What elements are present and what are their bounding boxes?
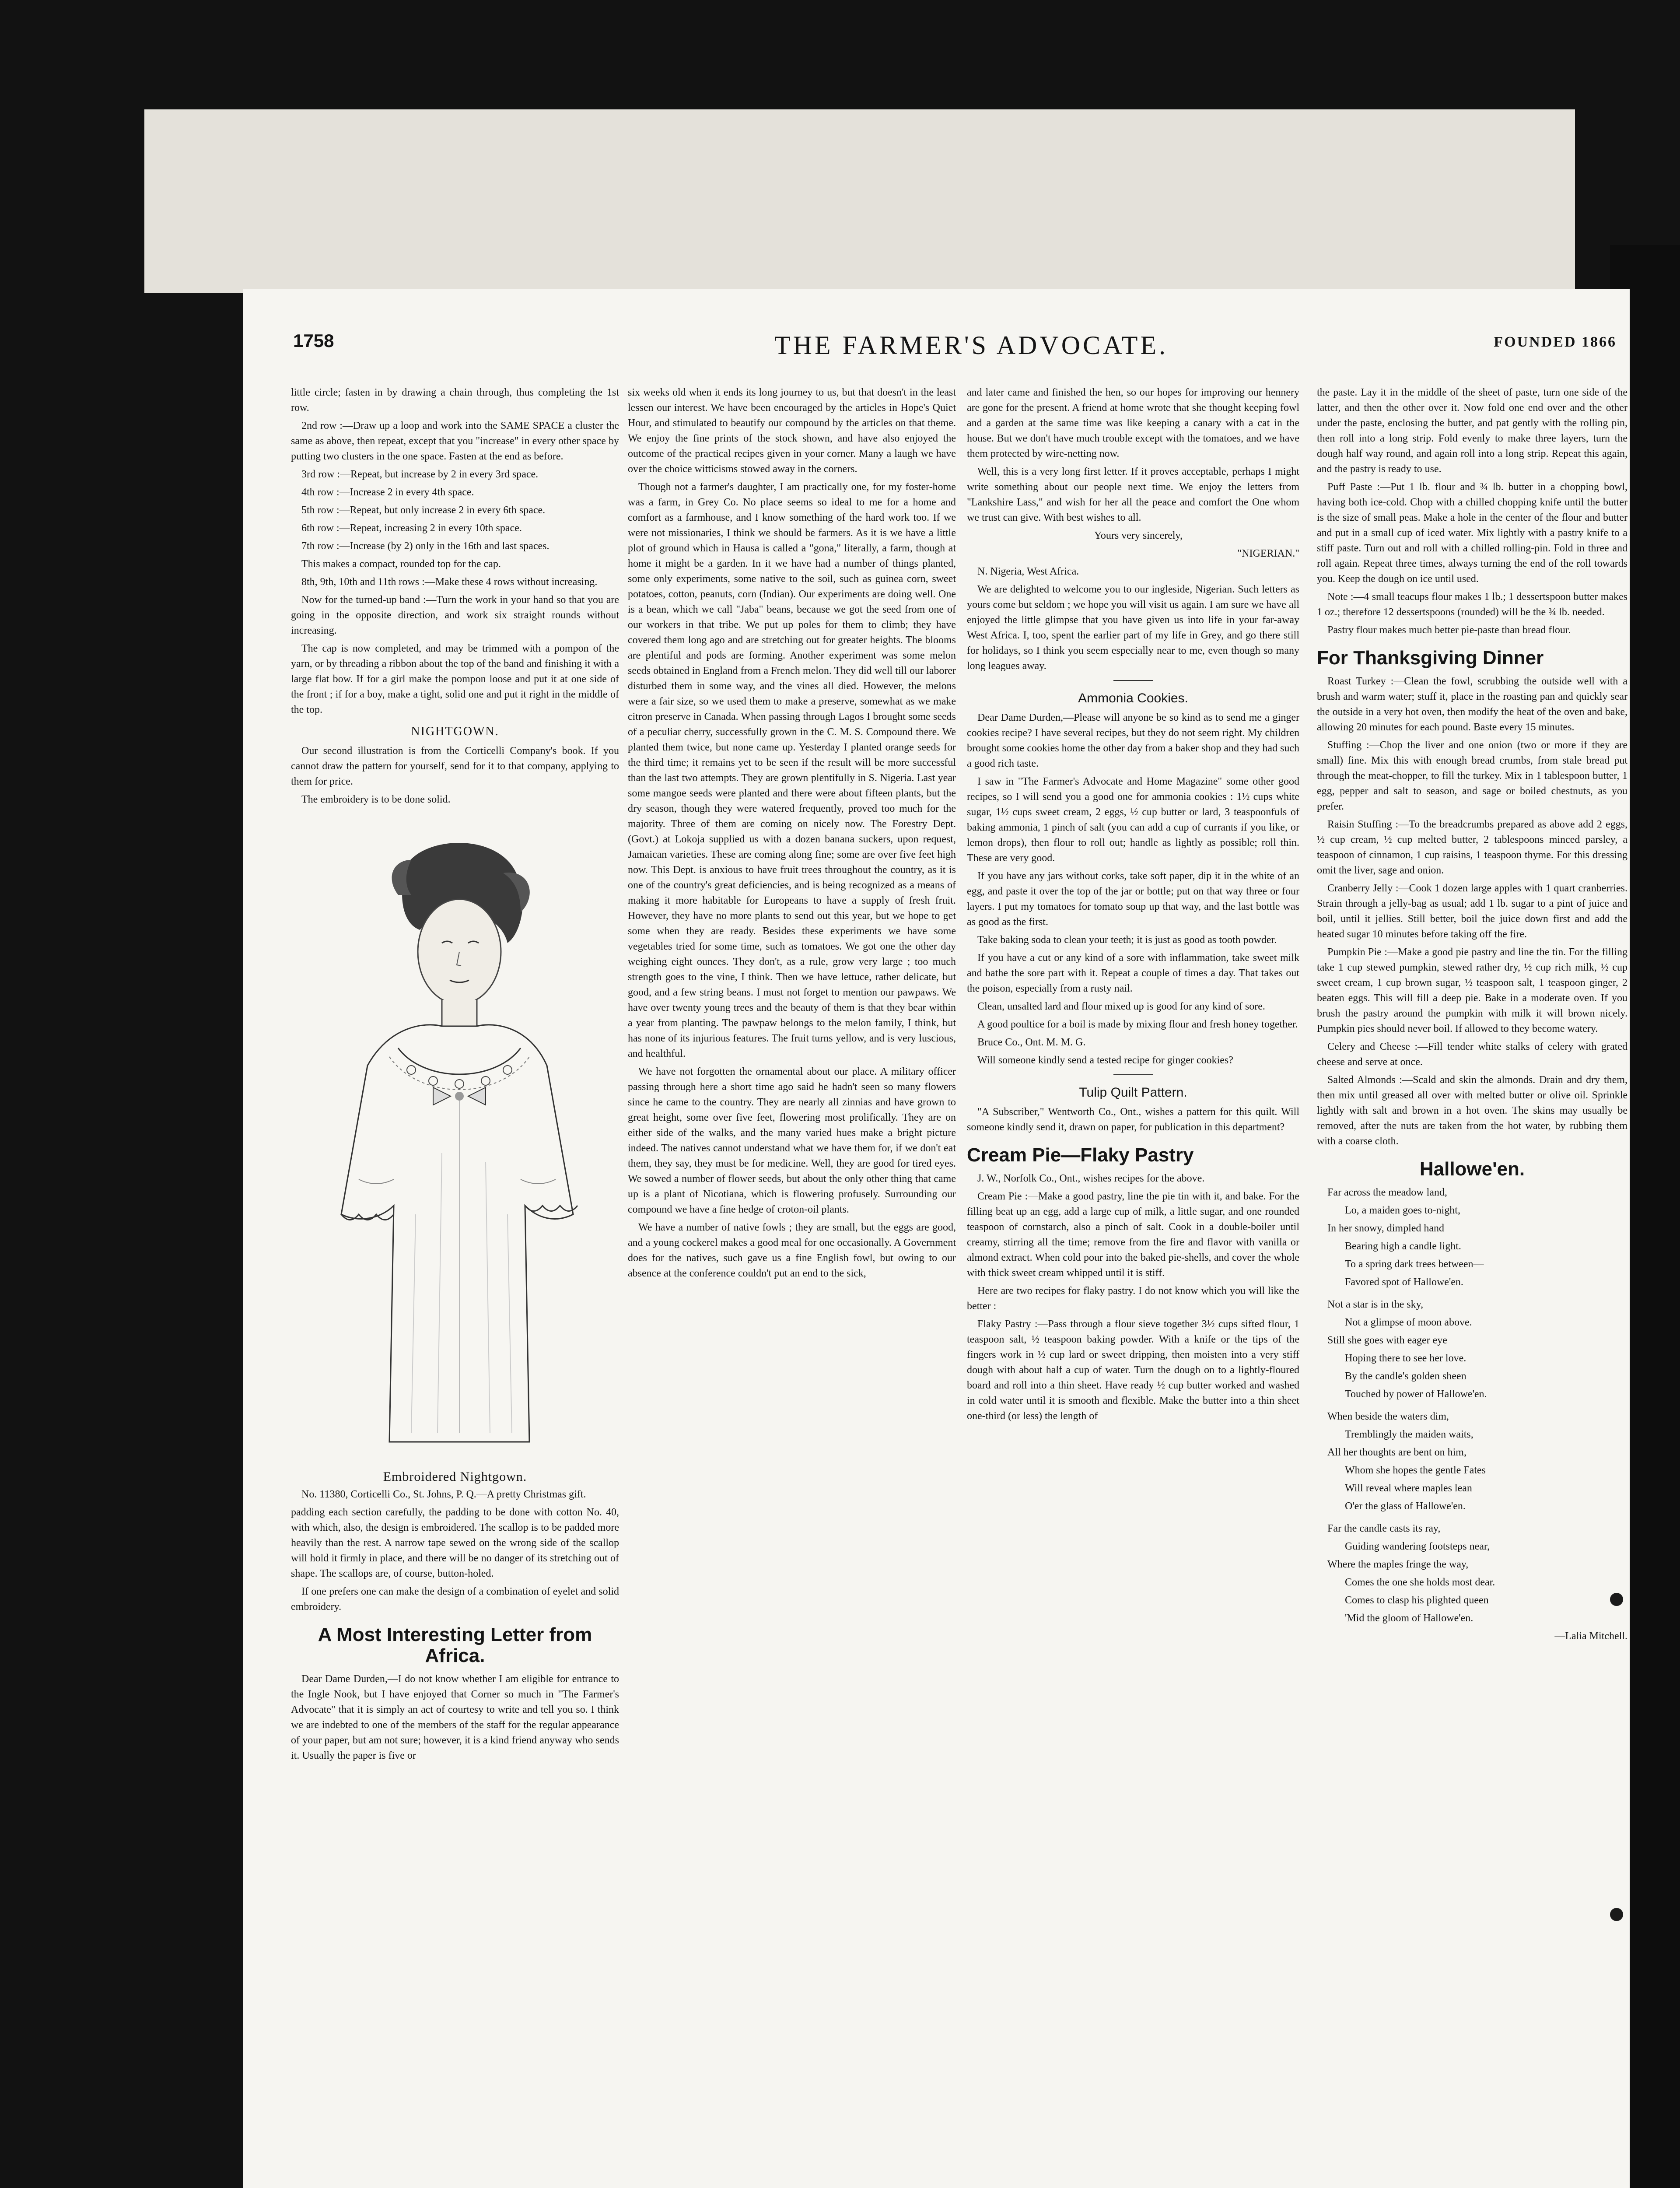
- paragraph: little circle; fasten in by drawing a chain through, thus completing the 1st row.: [291, 387, 619, 414]
- paragraph: We have not forgotten the ornamental about our place. A military officer passing through here a short time ago said he hadn't seen so many flowers since he came to the country. They are nearly all zinnias and have grown to great height, some over five feet, flowering most prolifically. They are on either side of the walks, and the many varied hues make a bright picture indeed. The natives cannot understand what we have them for, if we don't eat them, they say, they must be for medicine. Well, they are good for tired eyes. We sowed a number of flower seeds, but about the only other thing that came up is a plant of Nicotiana, which is flowering profusely. Surrounding our compound we have a fine hedge of croton-oil plants.: [628, 1066, 956, 1215]
- paragraph: If one prefers one can make the design of a combination of eyelet and solid embroidery.: [291, 1586, 619, 1613]
- page-header: [293, 330, 1628, 370]
- poem-line: Favored spot of Hallowe'en.: [1345, 1276, 1463, 1288]
- paragraph: If you have a cut or any kind of a sore with inflammation, take sweet milk and bathe the sore part with it. Repeat a couple of times a day. That takes out the poison, especially from a rusty nail.: [967, 952, 1299, 994]
- nightgown-illustration: [311, 820, 599, 1464]
- poem-line: In her snowy, dimpled hand: [1327, 1223, 1445, 1234]
- paragraph: Flaky Pastry :—Pass through a flour sieve together 3½ cups sifted flour, 1 teaspoon salt, ½ teaspoon baking powder. With a knife or the tips of the fingers work in ½ cup lard or sweet dripping, then moisten into a very stiff dough with about half a cup of water. Turn the dough on to a lightly-floured board and roll into a thin sheet. Have ready ½ cup butter worked and washed in cold water until it is smooth and flexible. Make the butter into a thin sheet one-third (or less) the length of: [967, 1318, 1299, 1422]
- poem-line: Guiding wandering footsteps near,: [1345, 1541, 1490, 1552]
- paragraph: Our second illustration is from the Corticelli Company's book. If you cannot draw the pattern for yourself, send for it to that company, applying to them for price.: [291, 745, 619, 787]
- founded-label: FOUNDED 1866: [1494, 334, 1617, 350]
- poem-line: Far across the meadow land,: [1327, 1187, 1447, 1198]
- poem-line: Not a star is in the sky,: [1327, 1299, 1424, 1310]
- paragraph: Take baking soda to clean your teeth; it is just as good as tooth powder.: [977, 934, 1277, 946]
- poem-line: Far the candle casts its ray,: [1327, 1523, 1441, 1534]
- column-3: [967, 385, 1299, 1427]
- poem-line: By the candle's golden sheen: [1345, 1371, 1466, 1382]
- paragraph: padding each section carefully, the padding to be done with cotton No. 40, with which, also, the design is embroidered. The scallop is to be padded more heavily than the rest. A narrow tape sewed on the wrong side of the scallop will hold it firmly in place, and there will be no danger of its stretching out of shape. The scallops are, of course, button-holed.: [291, 1507, 619, 1579]
- poem-title: Hallowe'en.: [1419, 1158, 1525, 1180]
- paragraph: 6th row :—Repeat, increasing 2 in every 10th space.: [301, 522, 522, 534]
- paragraph: Stuffing :—Chop the liver and one onion (two or more if they are small) fine. Mix this with enough bread crumbs, from stale bread put through the meat-chopper, to fill the turkey. Mix in 1 tablespoon butter, 1 egg, pepper and salt to season, and sage or boiled chestnuts, as you prefer.: [1317, 740, 1628, 812]
- paragraph: Here are two recipes for flaky pastry. I do not know which you will like the better :: [967, 1285, 1299, 1312]
- paragraph: Cranberry Jelly :—Cook 1 dozen large apples with 1 quart cranberries. Strain through a jelly-bag as usual; add 1 lb. sugar to a pint of juice and boil, until it jellies. Still better, boil the juice down first and add the heated sugar 10 minutes before taking off the fire.: [1317, 883, 1628, 940]
- newspaper-page: [243, 289, 1630, 2188]
- paragraph: Though not a farmer's daughter, I am practically one, for my foster-home was a farm, in Grey Co. No place seems so ideal to me for a home and comfort as a farmhouse, and I know something of the hard work too. If we were not missionaries, I think we should be farmers. As it is we have a little plot of ground which in Hausa is called a "gona," literally, a farm, though at home it might be a garden. In it we have had a number of things planted, some only experiments, some native to the soil, such as guinea corn, sweet potatoes, cotton, peanuts, corn (Indian). Our experiments are doing well. One is a bean, which we call "Jaba" beans, because we got the seed from one of our workers in that tribe. We put up poles for them to climb; they have covered them long ago and are stretching out for greater heights. The blooms are plentiful and pods are forming. Another experiment was some melon seeds obtained in England from a French melon. They did well till our laborer disturbed them in some way, and the vines all died. However, the melons were a fair size, so we used them to make a preserve, somewhat as we make citron preserve in Canada. When passing through Lagos I brought some seeds of a peculiar cherry, successfully grown in the C. M. S. Compound there. We planted them twice, but none came up. Yesterday I planted orange seeds for the third time; it remains yet to be seen if the result will be more successful than the last two attempts. They are grown plentifully in S. Nigeria. Last year some mangoe seeds were planted and there were about fifteen plants, but the dry season, though they were watered frequently, proved too much for the majority. Three of them are coming on nicely now. The Forestry Dept. (Govt.) at Lokoja supplied us with a dozen banana suckers, upon request, Jamaican varieties. These are coming along fine; some are over five feet high now. This Dept. is anxious to have fruit trees throughout the country, as it is one of the country's great deficiencies, and is being recognized as a means of making it more habitable for Europeans to have a supply of fresh fruit. However, they have no more plants to send out this year, but we hope to get some when they are ready. Besides these experiments we have some vegetables tried for some time, such as tomatoes. We got one the other day weighing eight ounces. They don't, as a rule, grow very large ; too much strength goes to the vine, I think. Then we have lettuce, rather delicate, but good, and a few string beans. I must not forget to mention our pawpaws. We have over twenty young trees and the beauty of them is that they bear within a year from planting. The pawpaw belongs to the melon family, I think, but has none of its injurious features. The fruit turns yellow, and is very luscious, and healthful.: [628, 481, 956, 1059]
- poem-line: Tremblingly the maiden waits,: [1345, 1429, 1474, 1440]
- editor-reply: We are delighted to welcome you to our ingleside, Nigerian. Such letters as yours come but seldom ; we hope you will visit us again. I am sure we have all enjoyed the little glimpse that you have given us into life in your far-away West Africa. I, too, spent the earlier part of my life in Grey, and go there still for holidays, so I think you seem especially near to me, even though so many long leagues away.: [967, 584, 1299, 672]
- paragraph: Pastry flour makes much better pie-paste than bread flour.: [1327, 624, 1571, 636]
- paragraph: Celery and Cheese :—Fill tender white stalks of celery with grated cheese and serve at once.: [1317, 1041, 1628, 1068]
- poem: [1317, 1185, 1628, 1626]
- poem-line: To a spring dark trees between—: [1345, 1259, 1484, 1270]
- article-headline: Cream Pie—Flaky Pastry: [967, 1144, 1194, 1166]
- binding-hole: [1610, 1908, 1623, 1921]
- poem-line: Comes to clasp his plighted queen: [1345, 1595, 1489, 1606]
- paragraph: The cap is now completed, and may be trimmed with a pompon of the yarn, or by threading a ribbon about the top of the band and finishing it with a large flat bow. If for a girl make the pompon loose and put it at one side of the front ; if for a boy, make a tight, solid one and put it right in the middle of the top.: [291, 643, 619, 715]
- poem-line: When beside the waters dim,: [1327, 1411, 1449, 1422]
- paragraph: 5th row :—Repeat, but only increase 2 in every 6th space.: [301, 505, 546, 516]
- paragraph: Dear Dame Durden,—I do not know whether I am eligible for entrance to the Ingle Nook, but I have enjoyed that Corner so much in "The Farmer's Advocate" that it is simply an act of courtesy to write and tell you so. I think we are indebted to one of the members of the staff for the regular appearance of your paper, but am not sure; however, it is a kind friend anyway who sends it. Usually the paper is five or: [291, 1673, 619, 1761]
- illustration-caption: Embroidered Nightgown.: [383, 1469, 527, 1484]
- section-heading: Tulip Quilt Pattern.: [1079, 1085, 1187, 1100]
- paragraph: 8th, 9th, 10th and 11th rows :—Make these 4 rows without increasing.: [301, 576, 598, 588]
- paragraph: The embroidery is to be done solid.: [301, 794, 451, 805]
- paragraph: 7th row :—Increase (by 2) only in the 16th and last spaces.: [301, 540, 550, 552]
- column-1: [291, 385, 619, 1766]
- poem-line: Still she goes with eager eye: [1327, 1335, 1447, 1346]
- binding-hole: [1610, 1593, 1623, 1606]
- paragraph: Clean, unsalted lard and flour mixed up is good for any kind of sore.: [977, 1001, 1265, 1012]
- paragraph: Pumpkin Pie :—Make a good pie pastry and line the tin. For the filling take 1 cup stewed pumpkin, stewed rather dry, ½ cup rich milk, ½ cup sweet cream, 1 cup brown sugar, ½ teaspoon salt, 1 teaspoon ginger, 2 beaten eggs. This will fill a deep pie. Bake in a moderate oven. If you brush the pastry around the pumpkin with milk it will brown nicely. Pumpkin pies should never boil. If allowed to they become watery.: [1317, 947, 1628, 1034]
- paragraph: the paste. Lay it in the middle of the sheet of paste, turn one side of the latter, and then the other over it. Now fold one end over and the other under the paste, enclosing the butter, and pat gently with the rolling pin, then roll into a long strip. Fold evenly to make three layers, turn the dough half way round, and again roll into a long strip. Repeat this again, and the pastry is ready to use.: [1317, 387, 1628, 475]
- paragraph: We have a number of native fowls ; they are small, but the eggs are good, and a young cockerel makes a good meal for one occasionally. A Government does for the natives, such gave us a fine English fowl, but owing to our absence at the conference couldn't put an end to the sick,: [628, 1222, 956, 1279]
- paragraph: This makes a compact, rounded top for the cap.: [301, 558, 501, 570]
- caption-detail: No. 11380, Corticelli Co., St. Johns, P. Q.—A pretty Christmas gift.: [301, 1489, 586, 1500]
- previous-page-edge: [144, 109, 1575, 293]
- paragraph: Raisin Stuffing :—To the breadcrumbs prepared as above add 2 eggs, ½ cup cream, ½ cup melted butter, 2 tablespoons minced parsley, a teaspoon of cinnamon, 1 cup raisins, 1 teaspoon thyme. For this dressing omit the liver, sage and onion.: [1317, 819, 1628, 876]
- masthead: THE FARMER'S ADVOCATE.: [774, 331, 1169, 360]
- paragraph: Now for the turned-up band :—Turn the work in your hand so that you are going in the opposite direction, and work six straight rounds without increasing.: [291, 594, 619, 636]
- paragraph: Cream Pie :—Make a good pastry, line the pie tin with it, and bake. For the filling beat up an egg, add a large cup of milk, a little sugar, and one rounded teaspoon of cornstarch, also a pinch of salt. Cook in a double-boiler until creamy, stirring all the time; remove from the fire and flavor with vanilla or almond extract. When cold pour into the baked pie-shells, and cover the whole with thick sweet cream whipped until it is stiff.: [967, 1191, 1299, 1279]
- stanza-gap: [1317, 1405, 1628, 1409]
- letter-signature: Bruce Co., Ont. M. M. G.: [977, 1037, 1086, 1048]
- paragraph: 2nd row :—Draw up a loop and work into the SAME SPACE a cluster the same as above, then repeat, except that you "increase" in every other space by putting two clusters in the one space. Fasten at the end as before.: [291, 420, 619, 462]
- letter-closing: Yours very sincerely,: [1094, 530, 1183, 541]
- poem-line: Hoping there to see her love.: [1345, 1353, 1466, 1364]
- paragraph: Roast Turkey :—Clean the fowl, scrubbing the outside well with a brush and warm water; stuff it, place in the roasting pan and quickly sear the outside in a very hot oven, then modify the heat of the oven and bake, allowing 20 minutes for each pound. Baste every 15 minutes.: [1317, 676, 1628, 733]
- poem-line: Whom she hopes the gentle Fates: [1345, 1465, 1486, 1476]
- paragraph: Salted Almonds :—Scald and skin the almonds. Drain and dry them, then mix until greased all over with melted butter or olive oil. Sprinkle lightly with salt and brown in a hot oven. The skins may usually be removed, after the nuts are taken from the hot water, by rubbing them with a coarse cloth.: [1317, 1074, 1628, 1147]
- poem-line: Will reveal where maples lean: [1345, 1483, 1472, 1494]
- poem-credit: —Lalia Mitchell.: [1554, 1630, 1628, 1642]
- article-headline: For Thanksgiving Dinner: [1317, 647, 1544, 669]
- poem-line: O'er the glass of Hallowe'en.: [1345, 1501, 1466, 1512]
- divider: [1113, 680, 1153, 681]
- stanza-gap: [1317, 1517, 1628, 1521]
- paragraph: Puff Paste :—Put 1 lb. flour and ¾ lb. butter in a chopping bowl, having both ice-cold. Chop with a chilled chopping knife until the butter is the size of small peas. Make a hole in the center of the flour and butter and put in a small cup of iced water. Mix lightly with a pastry knife to a stiff paste. Turn out and roll with a chilled rolling-pin. Fold in three and roll again. Repeat three times, always turning the end of the roll towards you. Keep the dough on ice until used.: [1317, 481, 1628, 585]
- poem-line: Not a glimpse of moon above.: [1345, 1317, 1472, 1328]
- poem-line: Where the maples fringe the way,: [1327, 1559, 1469, 1570]
- poem-line: All her thoughts are bent on him,: [1327, 1447, 1466, 1458]
- paragraph: A good poultice for a boil is made by mixing flour and fresh honey together.: [977, 1019, 1298, 1030]
- divider: [1113, 1074, 1153, 1075]
- page-number: 1758: [293, 330, 334, 351]
- paragraph: six weeks old when it ends its long journey to us, but that doesn't in the least lessen our interest. We have been encouraged by the articles in Hope's Quiet Hour, and stimulated to beautify our compound by the articles on that theme. We enjoy the fine prints of the stock shown, and have also enjoyed the outcome of the practical recipes given in your corner. Many a laugh we have over the choice witticisms stowed away in the corners.: [628, 387, 956, 475]
- column-2: [628, 385, 956, 1284]
- paragraph: If you have any jars without corks, take soft paper, dip it in the white of an egg, and paste it over the top of the jar or bottle; put on that way three or four layers. I put my tomatoes for tomato soup up that way, and the last bottle was as good as the first.: [967, 870, 1299, 928]
- paragraph: J. W., Norfolk Co., Ont., wishes recipes for the above.: [977, 1173, 1205, 1184]
- letter-signature: "NIGERIAN.": [1237, 548, 1299, 559]
- poem-line: Comes the one she holds most dear.: [1345, 1577, 1495, 1588]
- paragraph: Will someone kindly send a tested recipe for ginger cookies?: [977, 1055, 1233, 1066]
- paragraph: Well, this is a very long first letter. If it proves acceptable, perhaps I might write something about our people next time. We enjoy the letters from "Lankshire Lass," and wish for her all the peace and comfort the One whom we trust can give. With best wishes to all.: [967, 466, 1299, 523]
- section-heading: Ammonia Cookies.: [1078, 691, 1188, 705]
- article-headline: A Most Interesting Letter from Africa.: [318, 1624, 592, 1666]
- paragraph: I saw in "The Farmer's Advocate and Home Magazine" some other good recipes, so I will send you a good one for ammonia cookies : 1½ cups white sugar, 1½ cups sweet cream, 2 eggs, ½ cup butter or lard, 3 teaspoonfuls of baking ammonia, 1 pinch of salt (you can add a cup of currants if you like, or lemon drops), then flour to roll out; handle as lightly as possible; roll thin. These are very good.: [967, 776, 1299, 864]
- paragraph: Note :—4 small teacups flour makes 1 lb.; 1 dessertspoon butter makes 1 oz.; therefore 12 dessertspoons (rounded) will be the ¾ lb. needed.: [1317, 591, 1628, 618]
- letter-place: N. Nigeria, West Africa.: [977, 566, 1079, 577]
- paragraph: and later came and finished the hen, so our hopes for improving our hennery are gone for the present. A friend at home wrote that she thought keeping fowl and a garden at the same time was like keeping a canary with a cat in the house. But we don't have much trouble except with the tomatoes, and we have them protected by wire-netting now.: [967, 387, 1299, 459]
- paragraph: Dear Dame Durden,—Please will anyone be so kind as to send me a ginger cookies recipe? I have several recipes, but they do not seem right. My children brought some cookies home the other day from a baker shop and they had such a good rich taste.: [967, 712, 1299, 769]
- section-heading: NIGHTGOWN.: [411, 725, 499, 738]
- paragraph: 4th row :—Increase 2 in every 4th space.: [301, 487, 474, 498]
- poem-line: 'Mid the gloom of Hallowe'en.: [1345, 1613, 1474, 1624]
- paragraph: 3rd row :—Repeat, but increase by 2 in every 3rd space.: [301, 469, 539, 480]
- poem-line: Touched by power of Hallowe'en.: [1345, 1389, 1487, 1400]
- poem-line: Bearing high a candle light.: [1345, 1241, 1461, 1252]
- poem-line: Lo, a maiden goes to-night,: [1345, 1205, 1460, 1216]
- column-4: [1317, 385, 1628, 1647]
- paragraph: "A Subscriber," Wentworth Co., Ont., wishes a pattern for this quilt. Will someone kindly send it, drawn on paper, for publication in this department?: [967, 1106, 1299, 1133]
- stanza-gap: [1317, 1293, 1628, 1297]
